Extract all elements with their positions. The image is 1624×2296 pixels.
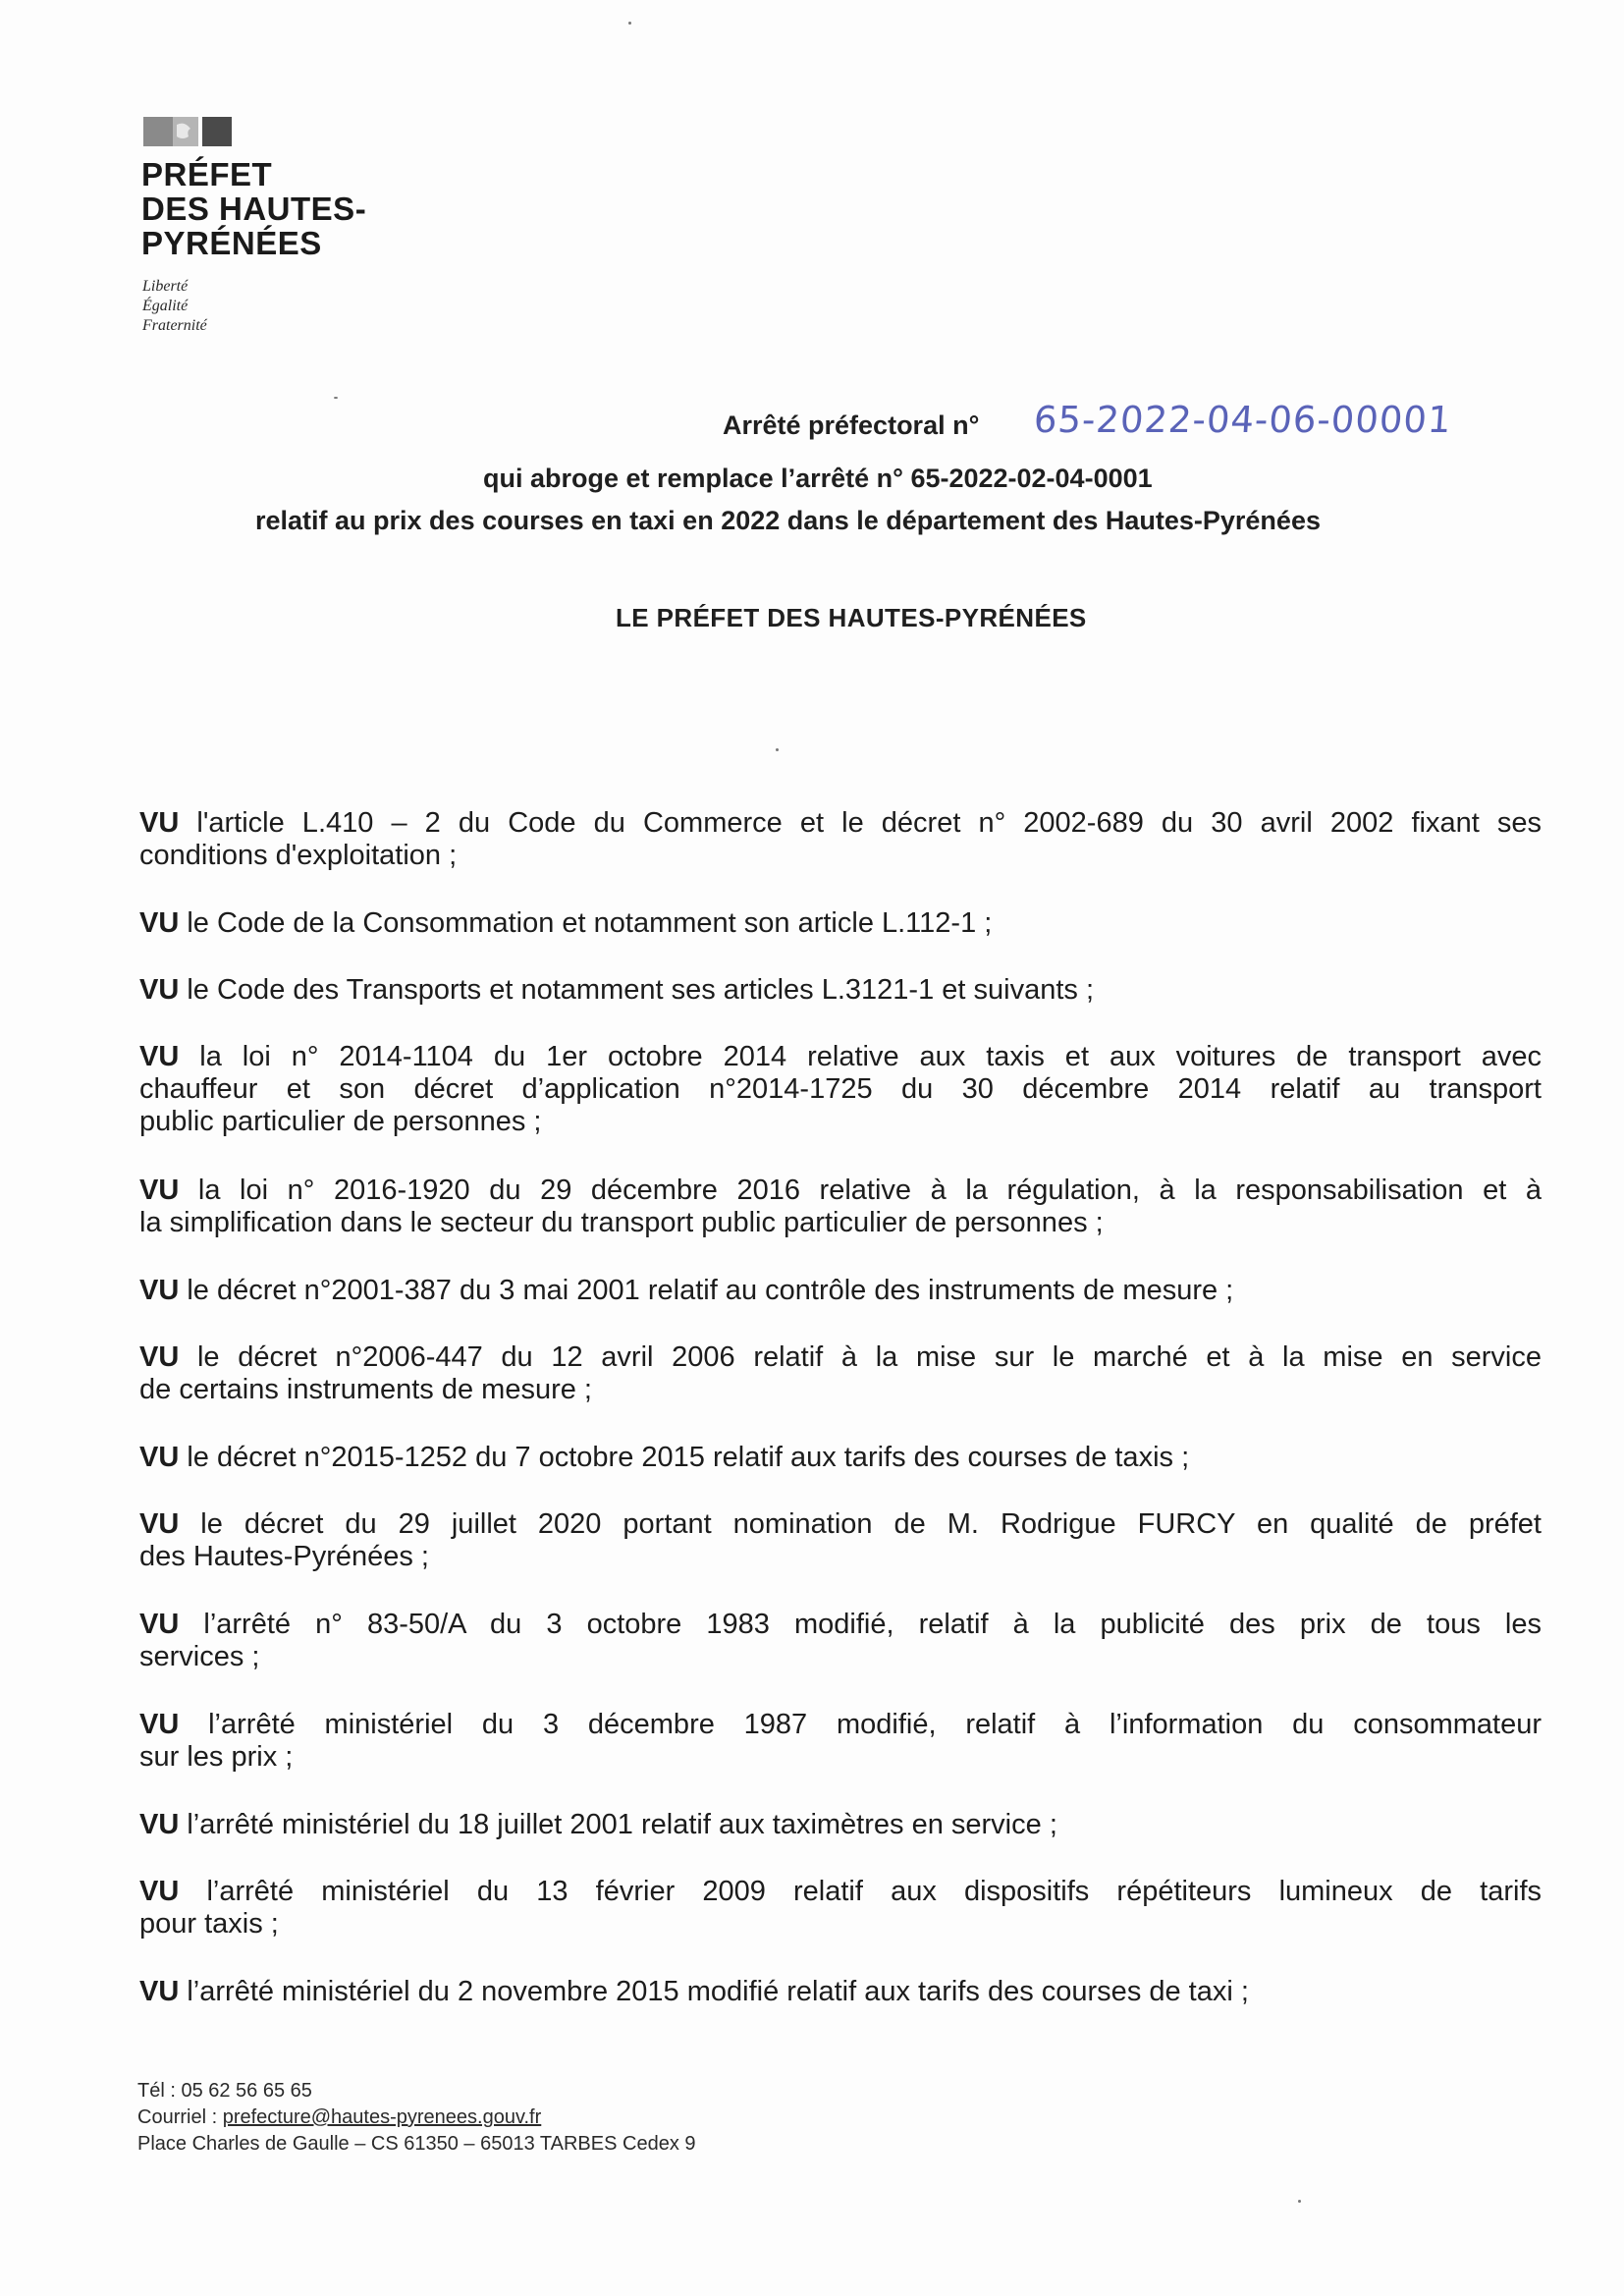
vu-prefix: VU [139, 1442, 180, 1473]
footer-email-row [137, 2105, 696, 2131]
motto-fraternite: Fraternité [142, 317, 207, 334]
scan-speck [776, 748, 779, 751]
prefecture-title [141, 157, 366, 260]
considerant-item [139, 1876, 1542, 1941]
considerant-item [139, 1175, 1542, 1239]
considerant-text: le décret n°2006-447 du 12 avril 2006 relatif à la mise sur le marché et à la mise en service [196, 1341, 1542, 1373]
considerant-item [139, 807, 1542, 872]
considerant-text: chauffeur et son décret d’application n°2014-1725 du 30 décembre 2014 relatif au transport [139, 1073, 1542, 1105]
motto-egalite: Égalité [142, 298, 189, 314]
arrete-title-label: Arrêté préfectoral n° [723, 410, 980, 440]
prefecture-title-line: PRÉFET [141, 156, 273, 192]
considerant-text: public particulier de personnes ; [139, 1106, 542, 1137]
considerant-text: de certains instruments de mesure ; [139, 1374, 592, 1405]
considerant-text: le décret n°2015-1252 du 7 octobre 2015 relatif aux tarifs des courses de taxis ; [187, 1442, 1190, 1473]
vu-prefix: VU [139, 807, 180, 839]
scan-speck [1298, 2200, 1301, 2203]
considerant-text: l’arrêté ministériel du 3 décembre 1987 modifié, relatif à l’information du consommateur [208, 1709, 1542, 1740]
considerant-text: la loi n° 2014-1104 du 1er octobre 2014 relative aux taxis et aux voitures de transport avec [199, 1041, 1542, 1072]
considerant-text: le Code de la Consommation et notamment son article L.112-1 ; [187, 907, 993, 939]
considerant-item [139, 1442, 1542, 1474]
scan-speck [628, 22, 631, 25]
vu-prefix: VU [139, 1041, 180, 1072]
considerant-item [139, 1041, 1542, 1138]
vu-prefix: VU [139, 1876, 180, 1907]
republic-motto [142, 277, 207, 336]
vu-prefix: VU [139, 1341, 180, 1373]
considerant-text: le décret n°2001-387 du 3 mai 2001 relatif au contrôle des instruments de mesure ; [187, 1275, 1234, 1306]
vu-prefix: VU [139, 1709, 180, 1740]
considerant-text: la loi n° 2016-1920 du 29 décembre 2016 relative à la régulation, à la responsabilisation et à [197, 1175, 1542, 1206]
considerant-item [139, 1341, 1542, 1406]
prefecture-title-line: PYRÉNÉES [141, 225, 322, 261]
considerant-item [139, 974, 1542, 1007]
arrete-title-line2: qui abroge et remplace l’arrêté n° 65-2022-02-04-0001 [483, 464, 1153, 493]
authority-heading: LE PRÉFET DES HAUTES-PYRÉNÉES [616, 603, 1087, 632]
considerant-text: la simplification dans le secteur du transport public particulier de personnes ; [139, 1207, 1104, 1238]
considerant-text: l’arrêté n° 83-50/A du 3 octobre 1983 modifié, relatif à la publicité des prix de tous les [203, 1609, 1542, 1640]
vu-prefix: VU [139, 1508, 180, 1540]
footer-phone: Tél : 05 62 56 65 65 [137, 2080, 312, 2102]
considerant-text: le Code des Transports et notamment ses articles L.3121-1 et suivants ; [187, 974, 1094, 1006]
considerant-item [139, 1976, 1542, 2008]
considerant-item [139, 1508, 1542, 1573]
considerant-text: sur les prix ; [139, 1741, 294, 1773]
prefecture-title-line: DES HAUTES- [141, 191, 367, 227]
marianne-logo [143, 115, 238, 148]
vu-prefix: VU [139, 1809, 180, 1840]
considerant-text: conditions d'exploitation ; [139, 840, 458, 871]
considerant-text: le décret du 29 juillet 2020 portant nomination de M. Rodrigue FURCY en qualité de préfet [200, 1508, 1542, 1540]
vu-prefix: VU [139, 907, 180, 939]
footer-address: Place Charles de Gaulle – CS 61350 – 65013 TARBES Cedex 9 [137, 2133, 696, 2155]
arrete-handwritten-number: 65-2022-04-06-00001 [1032, 399, 1454, 441]
motto-liberte: Liberté [142, 278, 189, 295]
considerant-item [139, 1709, 1542, 1774]
contact-footer [137, 2078, 696, 2158]
vu-prefix: VU [139, 1275, 180, 1306]
considerant-text: services ; [139, 1641, 260, 1672]
vu-prefix: VU [139, 974, 180, 1006]
footer-email-link[interactable]: prefecture@hautes-pyrenees.gouv.fr [222, 2106, 542, 2128]
considerant-text: l’arrêté ministériel du 13 février 2009 relatif aux dispositifs répétiteurs lumineux de tarifs [206, 1876, 1542, 1907]
considerant-text: des Hautes-Pyrénées ; [139, 1541, 429, 1572]
vu-prefix: VU [139, 1976, 180, 2007]
considerant-item [139, 1809, 1542, 1841]
considerant-text: l’arrêté ministériel du 18 juillet 2001 relatif aux taximètres en service ; [187, 1809, 1057, 1840]
scan-speck [334, 397, 338, 399]
considerant-text: l’arrêté ministériel du 2 novembre 2015 modifié relatif aux tarifs des courses de taxi ; [187, 1976, 1249, 2007]
considerant-text: pour taxis ; [139, 1908, 279, 1940]
arrete-title-line3: relatif au prix des courses en taxi en 2022 dans le département des Hautes-Pyrénées [255, 506, 1321, 535]
considerant-item [139, 907, 1542, 940]
vu-prefix: VU [139, 1609, 180, 1640]
vu-prefix: VU [139, 1175, 180, 1206]
considerant-text: l'article L.410 – 2 du Code du Commerce et le décret n° 2002-689 du 30 avril 2002 fixant ses [196, 807, 1542, 839]
footer-email-label: Courriel : [137, 2106, 223, 2128]
considerant-item [139, 1609, 1542, 1673]
considerant-item [139, 1275, 1542, 1307]
